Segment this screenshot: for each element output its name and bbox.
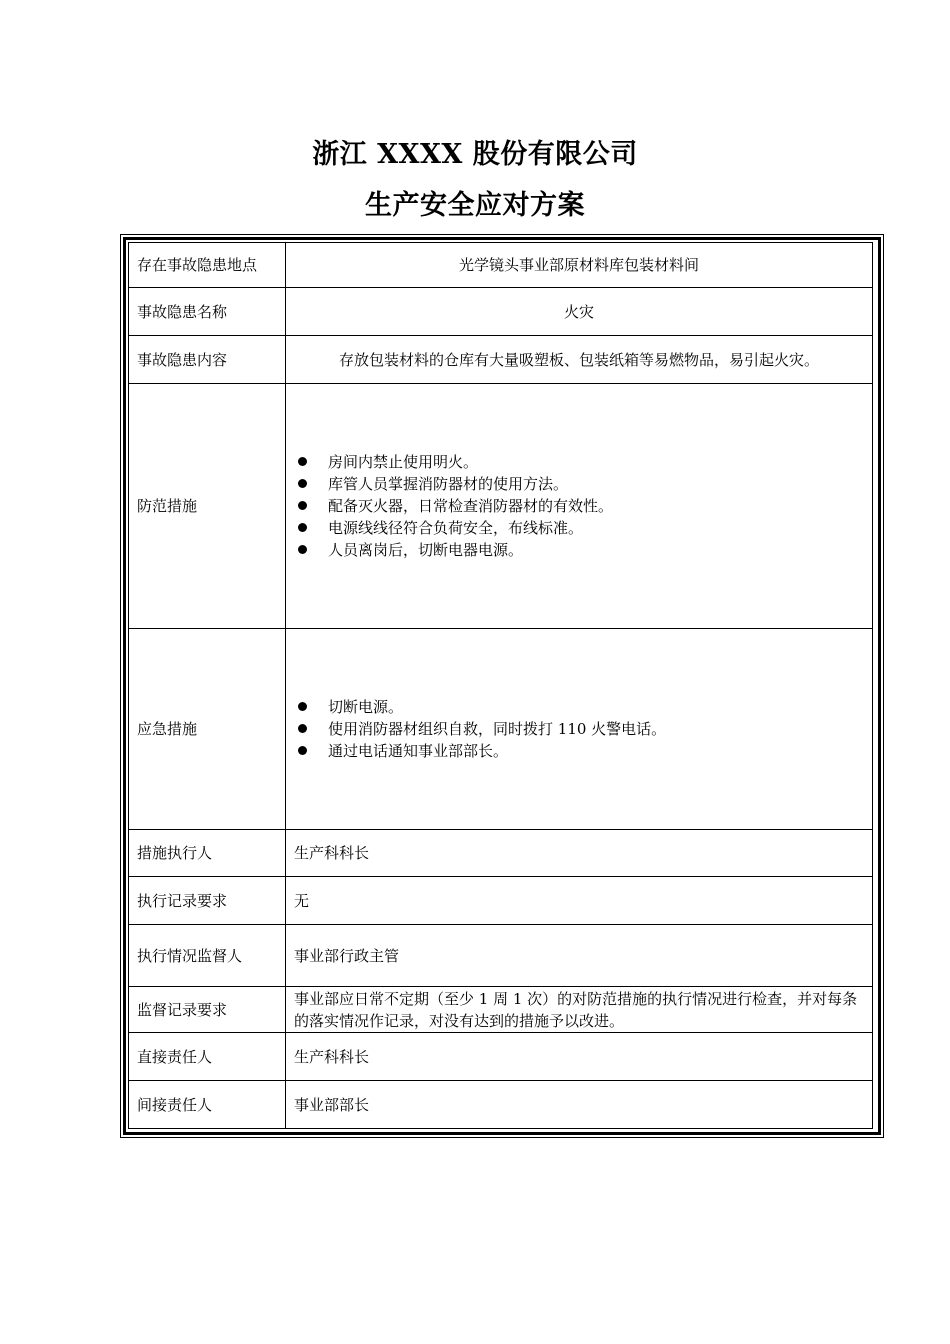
table-row [129,987,873,1033]
indirect-responsible-label: 间接责任人 [129,1081,286,1129]
bullet-icon [298,702,307,711]
table-row [129,925,873,987]
list-item: 库管人员掌握消防器材的使用方法。 [296,473,864,495]
bullet-icon [298,746,307,755]
table-row [129,1081,873,1129]
list-item: 配备灭火器，日常检查消防器材的有效性。 [296,495,864,517]
emergency-value [286,629,873,830]
table-row [129,384,873,629]
list-item: 人员离岗后，切断电器电源。 [296,539,864,561]
bullet-icon [298,501,307,510]
hazard-content-value: 存放包装材料的仓库有大量吸塑板、包装纸箱等易燃物品，易引起火灾。 [286,336,873,384]
direct-responsible-value: 生产科科长 [286,1033,873,1081]
supervision-record-label: 监督记录要求 [129,987,286,1033]
table-row [129,336,873,384]
table-row [129,877,873,925]
list-item: 通过电话通知事业部部长。 [296,740,864,762]
supervisor-value: 事业部行政主管 [286,925,873,987]
prevention-label: 防范措施 [129,384,286,629]
executor-value: 生产科科长 [286,830,873,877]
bullet-icon [298,457,307,466]
direct-responsible-label: 直接责任人 [129,1033,286,1081]
list-item: 电源线线径符合负荷安全，布线标准。 [296,517,864,539]
table-row [129,288,873,336]
company-title: 浙江 XXXX 股份有限公司 [312,139,638,170]
prevention-value [286,384,873,629]
bullet-icon [298,523,307,532]
supervision-record-value: 事业部应日常不定期（至少 1 周 1 次）的对防范措施的执行情况进行检查，并对每条的落实情况作记录，对没有达到的措施予以改进。 [286,987,873,1033]
table-row [129,243,873,288]
location-label: 存在事故隐患地点 [129,243,286,288]
bullet-icon [298,724,307,733]
bullet-icon [298,545,307,554]
list-item: 切断电源。 [296,696,864,718]
list-item: 使用消防器材组织自救，同时拨打 110 火警电话。 [296,718,864,740]
location-value: 光学镜头事业部原材料库包装材料间 [286,243,873,288]
executor-label: 措施执行人 [129,830,286,877]
bullet-icon [298,479,307,488]
table-row [129,1033,873,1081]
hazard-name-value: 火灾 [286,288,873,336]
list-item: 房间内禁止使用明火。 [296,451,864,473]
supervisor-label: 执行情况监督人 [129,925,286,987]
indirect-responsible-value: 事业部部长 [286,1081,873,1129]
exec-record-value: 无 [286,877,873,925]
safety-plan-table [128,242,873,1129]
prevention-list [294,451,864,561]
emergency-label: 应急措施 [129,629,286,830]
document-title: 生产安全应对方案 [365,190,585,221]
table-row [129,830,873,877]
hazard-name-label: 事故隐患名称 [129,288,286,336]
table-row [129,629,873,830]
hazard-content-label: 事故隐患内容 [129,336,286,384]
exec-record-label: 执行记录要求 [129,877,286,925]
emergency-list [294,696,864,762]
